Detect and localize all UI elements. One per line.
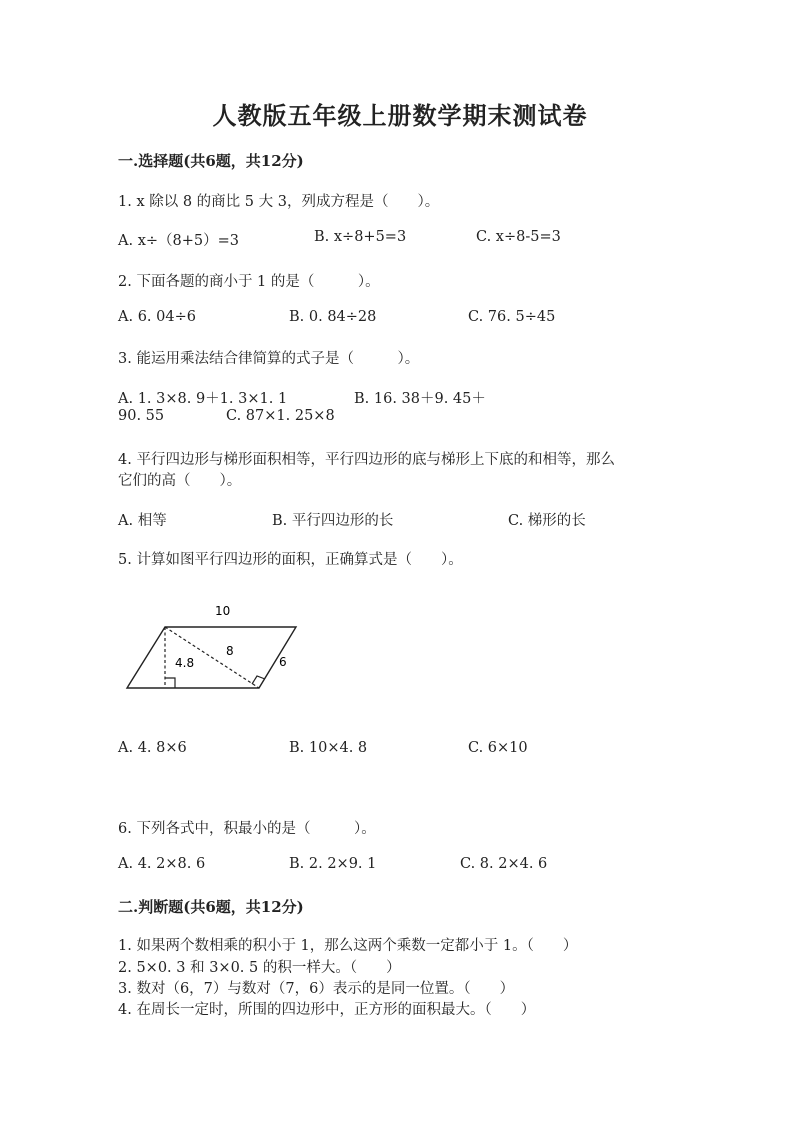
judgement-question-3: 3. 数对（6，7）与数对（7，6）表示的是同一位置。（ ） <box>118 981 515 997</box>
q2-option-c: C. 76. 5÷45 <box>468 309 556 325</box>
section-heading-choice: 一.选择题(共6题，共12分) <box>118 152 304 170</box>
section-heading-judgement: 二.判断题(共6题，共12分) <box>118 898 304 916</box>
judgement-question-1: 1. 如果两个数相乘的积小于 1，那么这两个乘数一定都小于 1。（ ） <box>118 938 578 954</box>
q4-option-a: A. 相等 <box>118 513 167 529</box>
judgement-question-4: 4. 在周长一定时，所围的四边形中，正方形的面积最大。（ ） <box>118 1002 536 1018</box>
q4-option-c: C. 梯形的长 <box>508 513 586 529</box>
question-3: 3. 能运用乘法结合律简算的式子是（ ）。 <box>118 351 420 367</box>
q3-option-b-continued: 90. 55 <box>118 408 165 424</box>
question-5: 5. 计算如图平行四边形的面积，正确算式是（ ）。 <box>118 552 463 568</box>
question-2: 2. 下面各题的商小于 1 的是（ ）。 <box>118 274 380 290</box>
parallelogram-figure <box>118 595 318 700</box>
q3-option-b: B. 16. 38＋9. 45＋ <box>354 391 486 407</box>
q1-option-b: B. x÷8+5=3 <box>314 229 407 245</box>
q1-option-a: A. x÷（8+5）=3 <box>118 233 239 249</box>
q5-option-c: C. 6×10 <box>468 740 528 756</box>
q6-option-a: A. 4. 2×8. 6 <box>118 856 206 872</box>
judgement-question-2: 2. 5×0. 3 和 3×0. 5 的积一样大。（ ） <box>118 960 401 976</box>
figure-label-diagonal: 8 <box>226 644 234 658</box>
q5-option-b: B. 10×4. 8 <box>289 740 368 756</box>
question-4-line-2: 它们的高（ ）。 <box>118 473 242 489</box>
question-4: 4. 平行四边形与梯形面积相等，平行四边形的底与梯形上下底的和相等，那么 <box>118 452 615 468</box>
figure-label-height: 4.8 <box>175 656 195 670</box>
q3-option-c: C. 87×1. 25×8 <box>226 408 335 424</box>
q6-option-b: B. 2. 2×9. 1 <box>289 856 377 872</box>
q4-option-b: B. 平行四边形的长 <box>272 513 394 529</box>
q5-option-a: A. 4. 8×6 <box>118 740 187 756</box>
q2-option-a: A. 6. 04÷6 <box>118 309 196 325</box>
figure-label-top: 10 <box>215 604 231 618</box>
question-6: 6. 下列各式中，积最小的是（ ）。 <box>118 821 376 837</box>
figure-label-side: 6 <box>279 655 287 669</box>
q3-option-a: A. 1. 3×8. 9＋1. 3×1. 1 <box>118 391 288 407</box>
q2-option-b: B. 0. 84÷28 <box>289 309 377 325</box>
q1-option-c: C. x÷8-5=3 <box>476 229 561 245</box>
page-title: 人教版五年级上册数学期末测试卷 <box>212 101 588 130</box>
q6-option-c: C. 8. 2×4. 6 <box>460 856 548 872</box>
question-1: 1. x 除以 8 的商比 5 大 3，列成方程是（ ）。 <box>118 194 440 210</box>
